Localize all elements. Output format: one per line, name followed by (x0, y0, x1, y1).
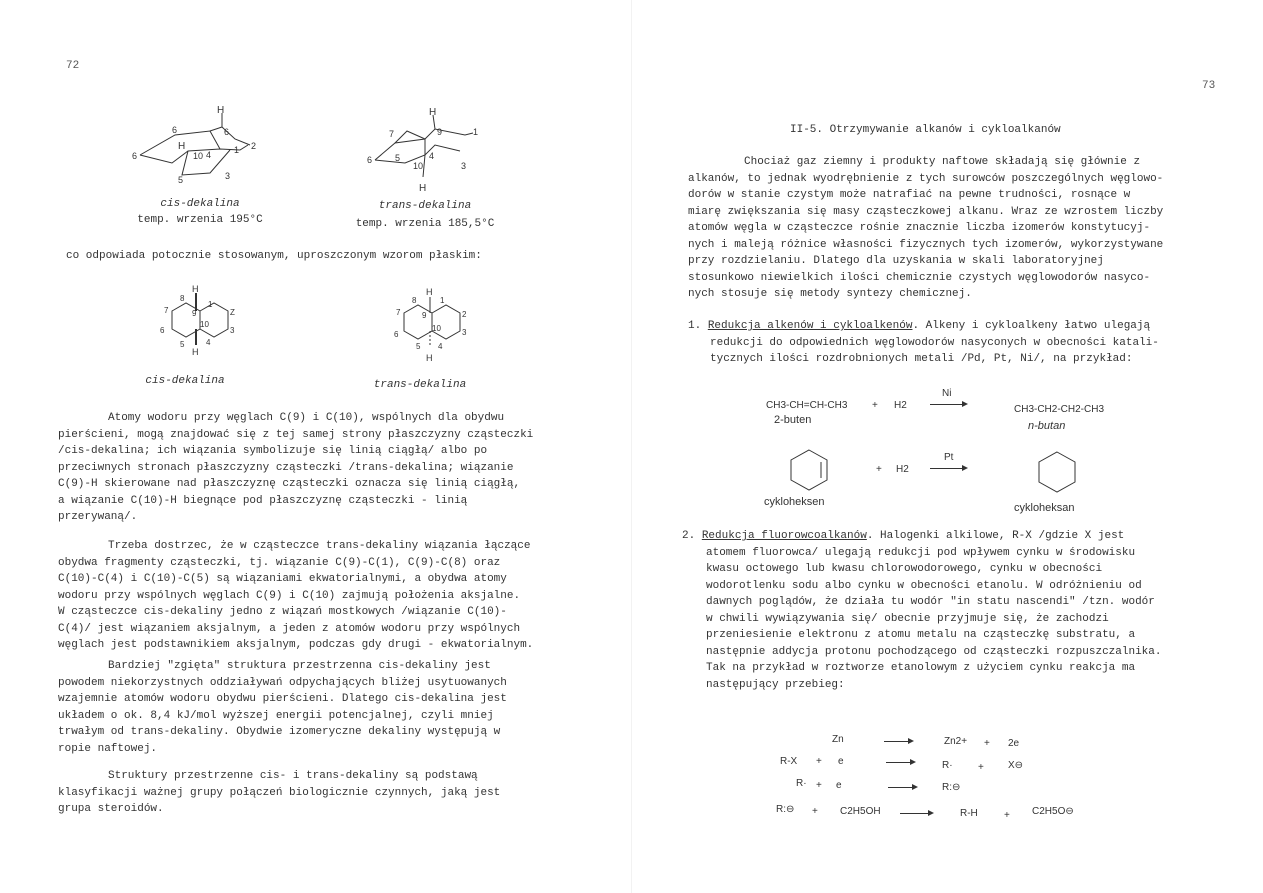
mech-row3-plus: + (816, 780, 822, 791)
mech-row2-plus1: + (816, 756, 822, 767)
mech-row4-plus2: + (1004, 810, 1010, 821)
svg-text:6: 6 (367, 155, 373, 165)
mech-row2-right: R· (942, 760, 953, 771)
svg-text:9: 9 (192, 309, 197, 318)
mech-row3-e: e (836, 780, 842, 791)
svg-text:Z: Z (230, 308, 235, 317)
svg-text:4: 4 (206, 338, 211, 347)
paragraph-hydrogen-position: Atomy wodoru przy węglach C(9) i C(10), wspólnych dla obydwu pierścieni, mogą znajdować się z tej samej strony płaszczyzny cząsteczki /cis-dekalina; ich wiązania symbolizuje się linią ciągłą/ albo po przeciwnych stronach płaszczyzny cząsteczki /trans-dekalina; wiązanie C(9)-H skierowane nad płaszczyznę cząsteczki oznacza się linią ciągłą, a wiązanie C(10)-H biegnące pod płaszczyznę cząsteczki - linią przerywaną/. (58, 412, 534, 523)
caption-trans-name: trans-dekalina (378, 200, 472, 212)
paragraph-steroids: Struktury przestrzenne cis- i trans-dekaliny są podstawą klasyfikacji ważnej grupy połączeń biologicznie czynnych, jaką jest grupa steroidów. (58, 770, 501, 815)
svg-text:4: 4 (438, 342, 443, 351)
mech-row3-left: R· (796, 778, 807, 789)
chair-conformation-figure (130, 105, 530, 200)
intro-sentence: co odpowiada potocznie stosowanym, uproszczonym wzorom płaskim: (66, 250, 482, 262)
svg-text:3: 3 (230, 326, 235, 335)
svg-text:8: 8 (180, 294, 185, 303)
mech-row3-right: R:⊖ (942, 782, 961, 793)
mech-row2-e: e (838, 756, 844, 767)
reaction2-reagent: H2 (896, 464, 909, 475)
reaction1-reagent: H2 (894, 400, 907, 411)
svg-text:6: 6 (394, 330, 399, 339)
mech-row4-extra: C2H5O⊖ (1032, 806, 1074, 817)
cyclohexane-structure (1036, 450, 1078, 494)
svg-text:6: 6 (132, 151, 138, 161)
cyclohexene-structure (788, 448, 830, 492)
svg-text:10: 10 (193, 151, 204, 161)
svg-text:5: 5 (178, 175, 184, 185)
svg-text:H: H (426, 353, 433, 363)
svg-text:H: H (178, 141, 186, 152)
svg-text:9: 9 (437, 127, 443, 137)
item-number: 2. (682, 530, 696, 542)
reaction1-reactant: CH3-CH=CH-CH3 (766, 400, 848, 411)
mech-row4-left: R:⊖ (776, 804, 795, 815)
mech-row2-plus2: + (978, 762, 984, 773)
page-number: 73 (1202, 80, 1216, 92)
reaction1-catalyst: Ni (942, 388, 952, 399)
reaction2-product-name: cykloheksan (1014, 502, 1075, 514)
section-heading: II-5. Otrzymywanie alkanów i cykloalkanów (790, 124, 1061, 136)
mech-row2-arrow (886, 762, 914, 763)
caption-trans-flat: trans-dekalina (373, 379, 467, 391)
mech-row1-left: Zn (832, 734, 844, 745)
svg-text:7: 7 (396, 308, 401, 317)
reaction1-product: CH3-CH2-CH2-CH3 (1014, 404, 1105, 415)
caption-cis-temp: temp. wrzenia 195°C (137, 214, 263, 226)
svg-text:1: 1 (473, 127, 479, 137)
paragraph-intro: Chociaż gaz ziemny i produkty naftowe składają się głównie z alkanów, to jednak wyodrębnienie z tych surowców poszczególnych węglowo- dorów w stanie czystym może natrafiać na pewne trudności, rosnące w miarę zwiększania się masy cząsteczkowej alkanu. Wraz ze wzrostem liczby atomów węgla w cząsteczce rośnie znacznie liczba izomerów konstytucyj- nych i maleją różnice własności fizycznych tych izomerów, wykorzystywane przy rozdzielaniu. Dlatego dla uzyskania w skali laboratoryjnej stosunkowo niewielkich ilości chemicznie czystych węglowodorów nasyco- nych stosuje się metody syntezy chemicznej. (688, 156, 1164, 300)
svg-text:H: H (426, 287, 433, 297)
svg-text:H: H (192, 285, 199, 294)
svg-text:6: 6 (160, 326, 165, 335)
svg-text:7: 7 (389, 129, 395, 139)
svg-text:6: 6 (172, 125, 178, 135)
mech-row1-extra: 2e (1008, 738, 1020, 749)
svg-text:3: 3 (225, 171, 231, 181)
paragraph-bond-types: Trzeba dostrzec, że w cząsteczce trans-dekaliny wiązania łączące obydwa fragmenty cząsteczki, tj. wiązanie C(9)-C(1), C(9)-C(8) oraz C(10)-C(4) i C(10)-C(5) są wiązaniami ekwatorialnymi, a obydwa atomy wodoru przy wspólnych węglach C(9) i C(10) zajmują położenia aksjalne. W cząsteczce cis-dekaliny jedno z wiązań mostkowych /wiązanie C(10)- C(4)/ jest wiązaniem aksjalnym, a jeden z atomów wodoru przy wspólnych węglach jest podstawnikiem aksjalnym, podczas gdy drugi - ekwatorialnym. (58, 540, 534, 651)
svg-text:H: H (192, 347, 199, 357)
svg-text:2: 2 (462, 310, 467, 319)
reaction2-arrow (930, 468, 966, 469)
mech-row4-reagent: C2H5OH (840, 806, 881, 817)
svg-text:9: 9 (422, 311, 427, 320)
svg-text:10: 10 (432, 324, 441, 333)
svg-text:5: 5 (416, 342, 421, 351)
svg-text:3: 3 (462, 328, 467, 337)
svg-text:H: H (419, 183, 427, 194)
caption-cis-flat: cis-dekalina (145, 375, 225, 387)
svg-text:4: 4 (429, 151, 435, 161)
mech-row1-arrow (884, 741, 912, 742)
svg-text:10: 10 (200, 320, 209, 329)
item-title: Redukcja fluorowcoalkanów (701, 530, 867, 542)
page-number: 72 (66, 60, 80, 72)
cis-hydrogen-label: H (217, 105, 225, 116)
reaction2-catalyst: Pt (944, 452, 954, 463)
svg-text:1: 1 (234, 145, 240, 155)
svg-text:5: 5 (180, 340, 185, 349)
svg-text:3: 3 (461, 161, 467, 171)
reaction1-plus: + (872, 400, 878, 411)
reaction2-plus: + (876, 464, 882, 475)
flat-formula-figure (148, 285, 478, 365)
caption-cis-name: cis-dekalina (160, 198, 240, 210)
svg-text:8: 8 (412, 296, 417, 305)
mech-row3-arrow (888, 787, 916, 788)
svg-text:10: 10 (413, 161, 424, 171)
svg-text:2: 2 (251, 141, 257, 151)
svg-text:5: 5 (395, 153, 401, 163)
item-number: 1. (688, 320, 702, 332)
left-page (0, 0, 630, 893)
mech-row1-plus: + (984, 738, 990, 749)
mech-row2-left: R-X (780, 756, 798, 767)
svg-text:7: 7 (164, 306, 169, 315)
trans-hydrogen-label: H (429, 107, 437, 118)
svg-text:1: 1 (208, 300, 213, 309)
right-page (632, 0, 1263, 893)
mech-row4-right: R-H (960, 808, 978, 819)
reaction1-product-name: n-butan (1028, 420, 1066, 432)
mech-row4-arrow (900, 813, 932, 814)
mech-row2-extra: X⊖ (1008, 760, 1024, 771)
list-item-2: 2. Redukcja fluorowcoalkanów. Halogenki alkilowe, R-X /gdzie X jest atomem fluorowca/ ulegają redukcji pod wpływem cynku w środowisku kwasu octowego lub kwasu chlorowodorowego, cynku w obecności wodorotlenku sodu albo cynku w obecności etanolu. W odróżnieniu od dawnych poglądów, że działa tu wodór "in statu nascendi" /tzn. wodór w chwili wywiązywania się/ obecnie przyjmuje się, że zachodzi przeniesienie elektronu z atomu metalu na cząsteczkę substratu, a następnie addycja protonu pochodzącego od cząsteczki rozpuszczalnika. Tak na przykład w roztworze etanolowym z użyciem cynku reakcja ma następujący przebieg: (682, 530, 1162, 691)
caption-trans-temp: temp. wrzenia 185,5°C (355, 218, 495, 230)
paragraph-cis-structure: Bardziej "zgięta" struktura przestrzenna cis-dekaliny jest powodem niekorzystnych oddziaływań odpychających bliżej usytuowanych wzajemnie atomów wodoru obydwu pierścieni. Dlatego cis-dekalina jest układem o ok. 8,4 kJ/mol wyższej energii potencjalnej, czyli mniej trwałym od trans-dekaliny. Obydwie izomeryczne dekaliny występują w ropie naftowej. (58, 660, 507, 755)
item-title: Redukcja alkenów i cykloalkenów (707, 320, 913, 332)
mech-row4-plus1: + (812, 806, 818, 817)
reaction1-arrow (930, 404, 966, 405)
mech-row1-right: Zn2+ (944, 736, 968, 747)
reaction2-reactant-name: cykloheksen (764, 496, 825, 508)
svg-text:6: 6 (224, 127, 230, 137)
svg-text:1: 1 (440, 296, 445, 305)
list-item-1: 1. Redukcja alkenów i cykloalkenów. Alkeny i cykloalkeny łatwo ulegają redukcji do odpowiednich węglowodorów nasyconych w obecności katali- tycznych ilości rozdrobnionych metali /Pd, Pt, Ni/, na przykład: (688, 320, 1159, 365)
svg-text:4: 4 (206, 150, 212, 160)
reaction1-reactant-name: 2-buten (774, 414, 812, 426)
